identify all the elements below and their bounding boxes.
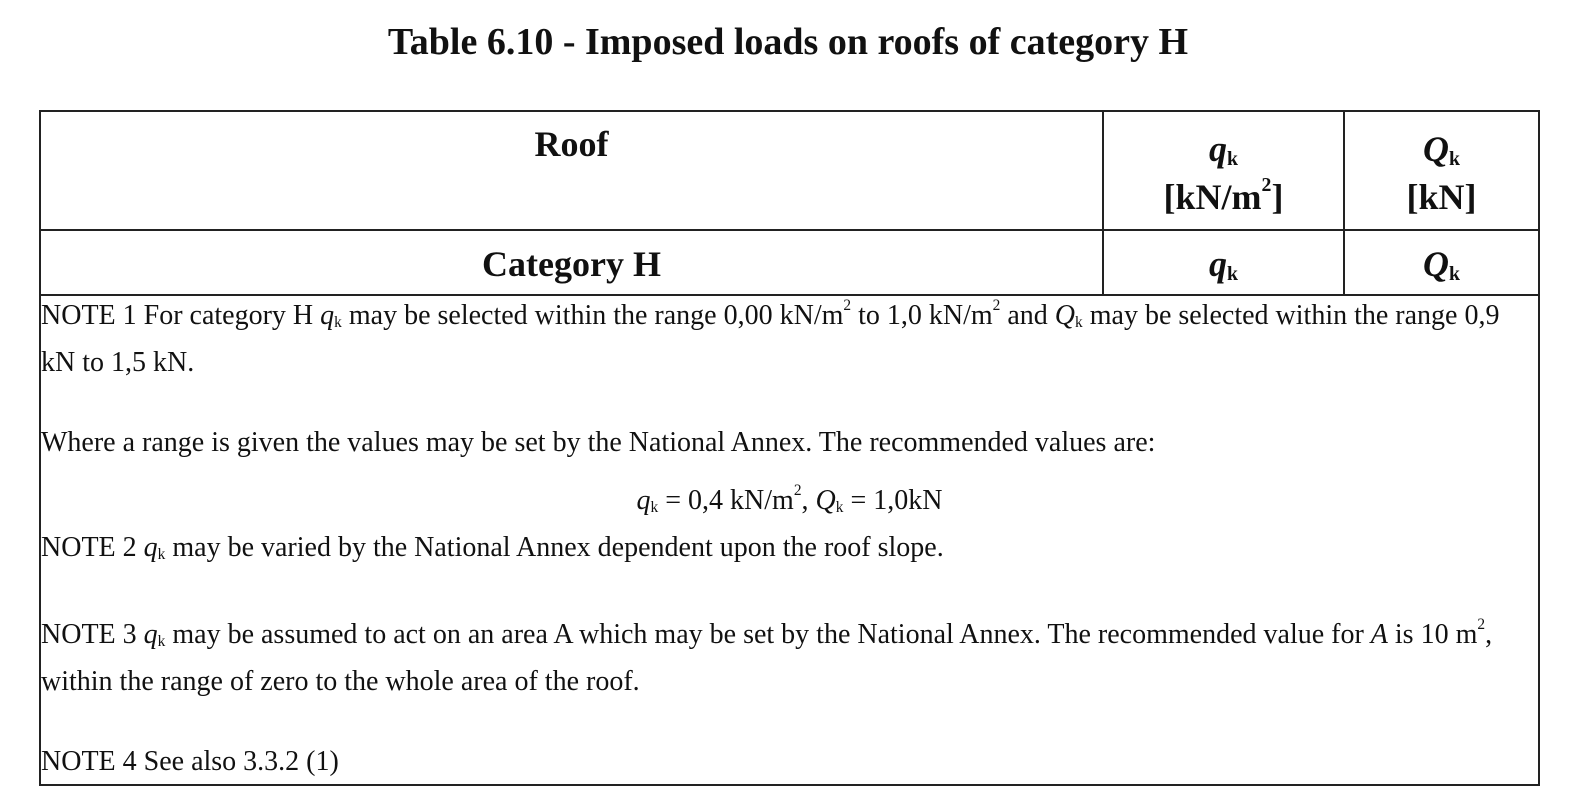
imposed-loads-table [39, 110, 1540, 786]
note-1: NOTE 1 For category H $q_k$ may be selected within the range 0,00 $kN/m^2$ to 1,0 $kN/m^2$ and $Q_k$ may be selected within the range 0,9 kN to 1,5 kN. [41, 297, 1500, 379]
table-title: Table 6.10 - Imposed loads on roofs of category H [387, 21, 1189, 63]
Qk-header-symbol: $Q_k$ [1422, 129, 1460, 170]
notes-cell [40, 295, 1539, 785]
qk-header [1103, 111, 1344, 230]
range-text: Where a range is given the values may be set by the National Annex. The recommended values are: [41, 427, 1156, 459]
recommended-values: $q_k = 0,4$ $kN/m^2$, $Q_k = 1,0kN$ [636, 482, 943, 517]
qk-header-symbol: $q_k$ [1208, 129, 1238, 170]
qk-header-unit: $[kN/m^2]$ [1163, 174, 1284, 217]
category-Qk: $Q_k$ [1344, 230, 1539, 295]
note-4: NOTE 4 See also 3.3.2 (1) [41, 746, 339, 778]
note-3: NOTE 3 $q_k$ may be assumed to act on an area A which may be set by the National Annex. The recommended value for A is 10 $m^2$, within the range of zero to the whole area of the roof. [41, 616, 1493, 698]
category-label: Category H [40, 230, 1103, 295]
category-qk: $q_k$ [1103, 230, 1344, 295]
notes-row [40, 295, 1539, 785]
header-row [40, 111, 1539, 230]
Qk-header-unit: [kN] [1406, 176, 1477, 217]
roof-header [40, 111, 1103, 230]
category-row [40, 230, 1539, 295]
Qk-header [1344, 111, 1539, 230]
note-2: NOTE 2 $q_k$ may be varied by the National Annex dependent upon the roof slope. [41, 532, 944, 564]
roof-header-label: Roof [534, 124, 609, 164]
